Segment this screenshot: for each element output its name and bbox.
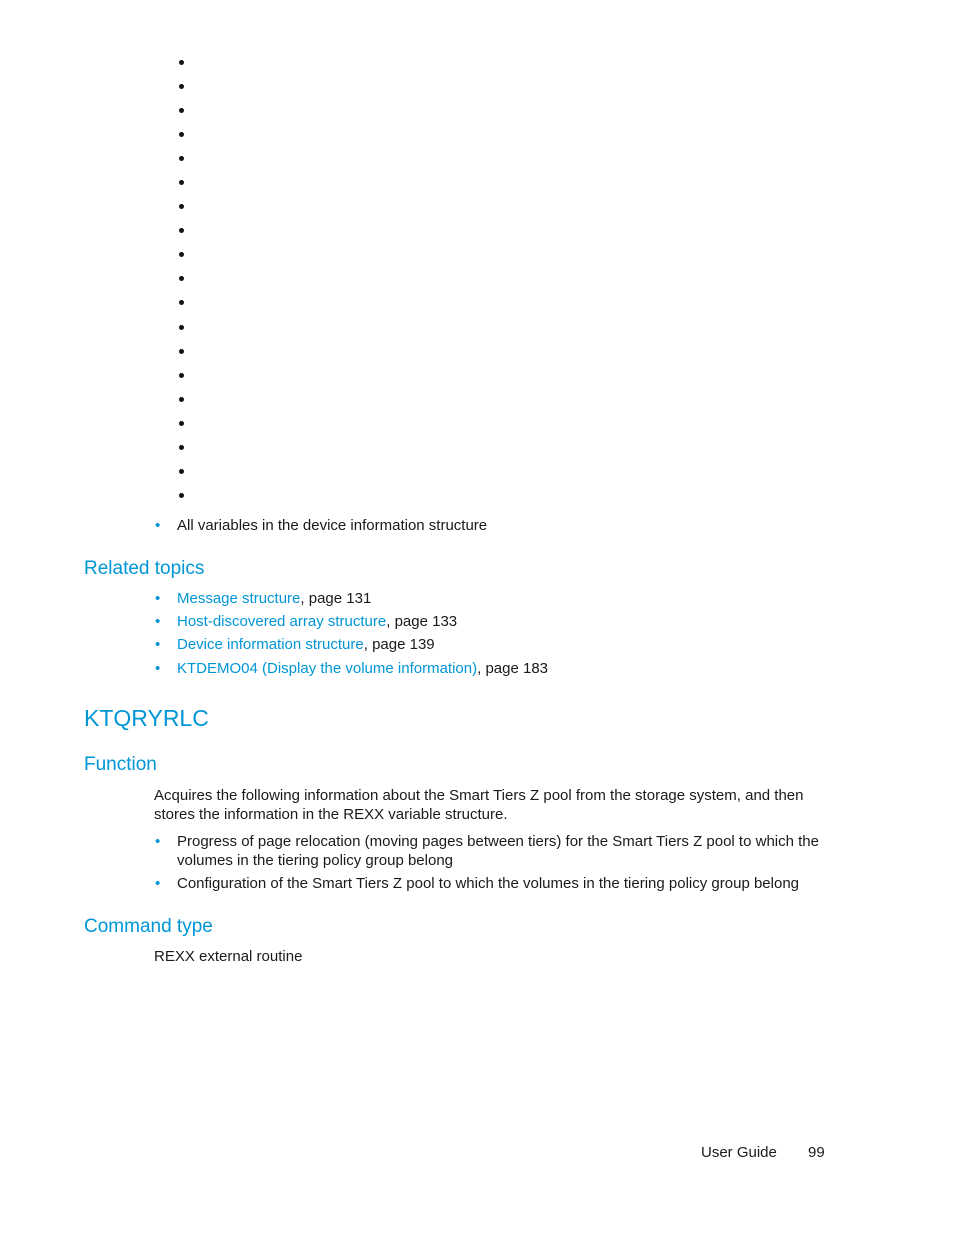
bullet-dot — [179, 84, 184, 89]
bullet-dot — [179, 493, 184, 498]
bullet-dot — [179, 325, 184, 330]
bullet-dot — [179, 397, 184, 402]
bullet-dot — [179, 156, 184, 161]
bullet-dot — [179, 108, 184, 113]
page-ref: , page 131 — [300, 590, 372, 607]
related-topic-item — [177, 589, 371, 609]
page-ref: , page 183 — [477, 660, 549, 677]
paragraph-line: Acquires the following information about the Smart Tiers Z pool from the storage system, and then — [154, 787, 804, 804]
bullet-marker: • — [155, 613, 161, 630]
bullet-marker: • — [155, 833, 161, 850]
bullet-marker: • — [155, 875, 161, 892]
related-topic-item — [177, 612, 457, 632]
paragraph-line: stores the information in the REXX variable structure. — [154, 806, 508, 823]
bullet-marker: • — [155, 660, 161, 677]
bullet-dot — [179, 421, 184, 426]
command-type-heading: Command type — [84, 916, 213, 937]
related-topics-heading: Related topics — [84, 558, 205, 579]
related-topic-link[interactable]: Device information structure — [177, 636, 364, 653]
bullet-line: volumes in the tiering policy group belong — [177, 852, 453, 869]
function-bullet-item — [177, 832, 819, 870]
bullet-dot — [179, 300, 184, 305]
function-heading: Function — [84, 754, 157, 775]
function-bullet-item: Configuration of the Smart Tiers Z pool to which the volumes in the tiering policy group belong — [177, 875, 800, 892]
command-type-value: REXX external routine — [154, 948, 303, 965]
section-title: KTQRYRLC — [84, 705, 209, 731]
related-topic-link[interactable]: Message structure — [177, 590, 301, 607]
related-topic-item — [177, 659, 548, 679]
bullet-dot — [179, 180, 184, 185]
bullet-marker: • — [155, 636, 161, 653]
related-topic-link[interactable]: KTDEMO04 (Display the volume information) — [177, 660, 478, 677]
related-topic-link[interactable]: Host-discovered array structure — [177, 613, 387, 630]
bullet-dot — [179, 349, 184, 354]
bullet-dot — [179, 228, 184, 233]
bullet-dot — [179, 276, 184, 281]
bullet-dot — [179, 60, 184, 65]
related-topic-item — [177, 635, 435, 655]
page-ref: , page 133 — [386, 613, 458, 630]
bullet-marker: • — [155, 517, 161, 534]
page-ref: , page 139 — [363, 636, 435, 653]
bullet-dot — [179, 252, 184, 257]
bullet-dot — [179, 204, 184, 209]
bullet-line: Progress of page relocation (moving pages between tiers) for the Smart Tiers Z pool to which the — [177, 833, 819, 850]
device-info-item: All variables in the device information structure — [177, 517, 488, 534]
footer-label: User Guide — [701, 1144, 777, 1161]
bullet-dot — [179, 132, 184, 137]
function-paragraph — [154, 786, 804, 824]
bullet-dot — [179, 445, 184, 450]
bullet-marker: • — [155, 590, 161, 607]
page-number: 99 — [808, 1144, 825, 1161]
bullet-dot — [179, 469, 184, 474]
bullet-dot — [179, 373, 184, 378]
